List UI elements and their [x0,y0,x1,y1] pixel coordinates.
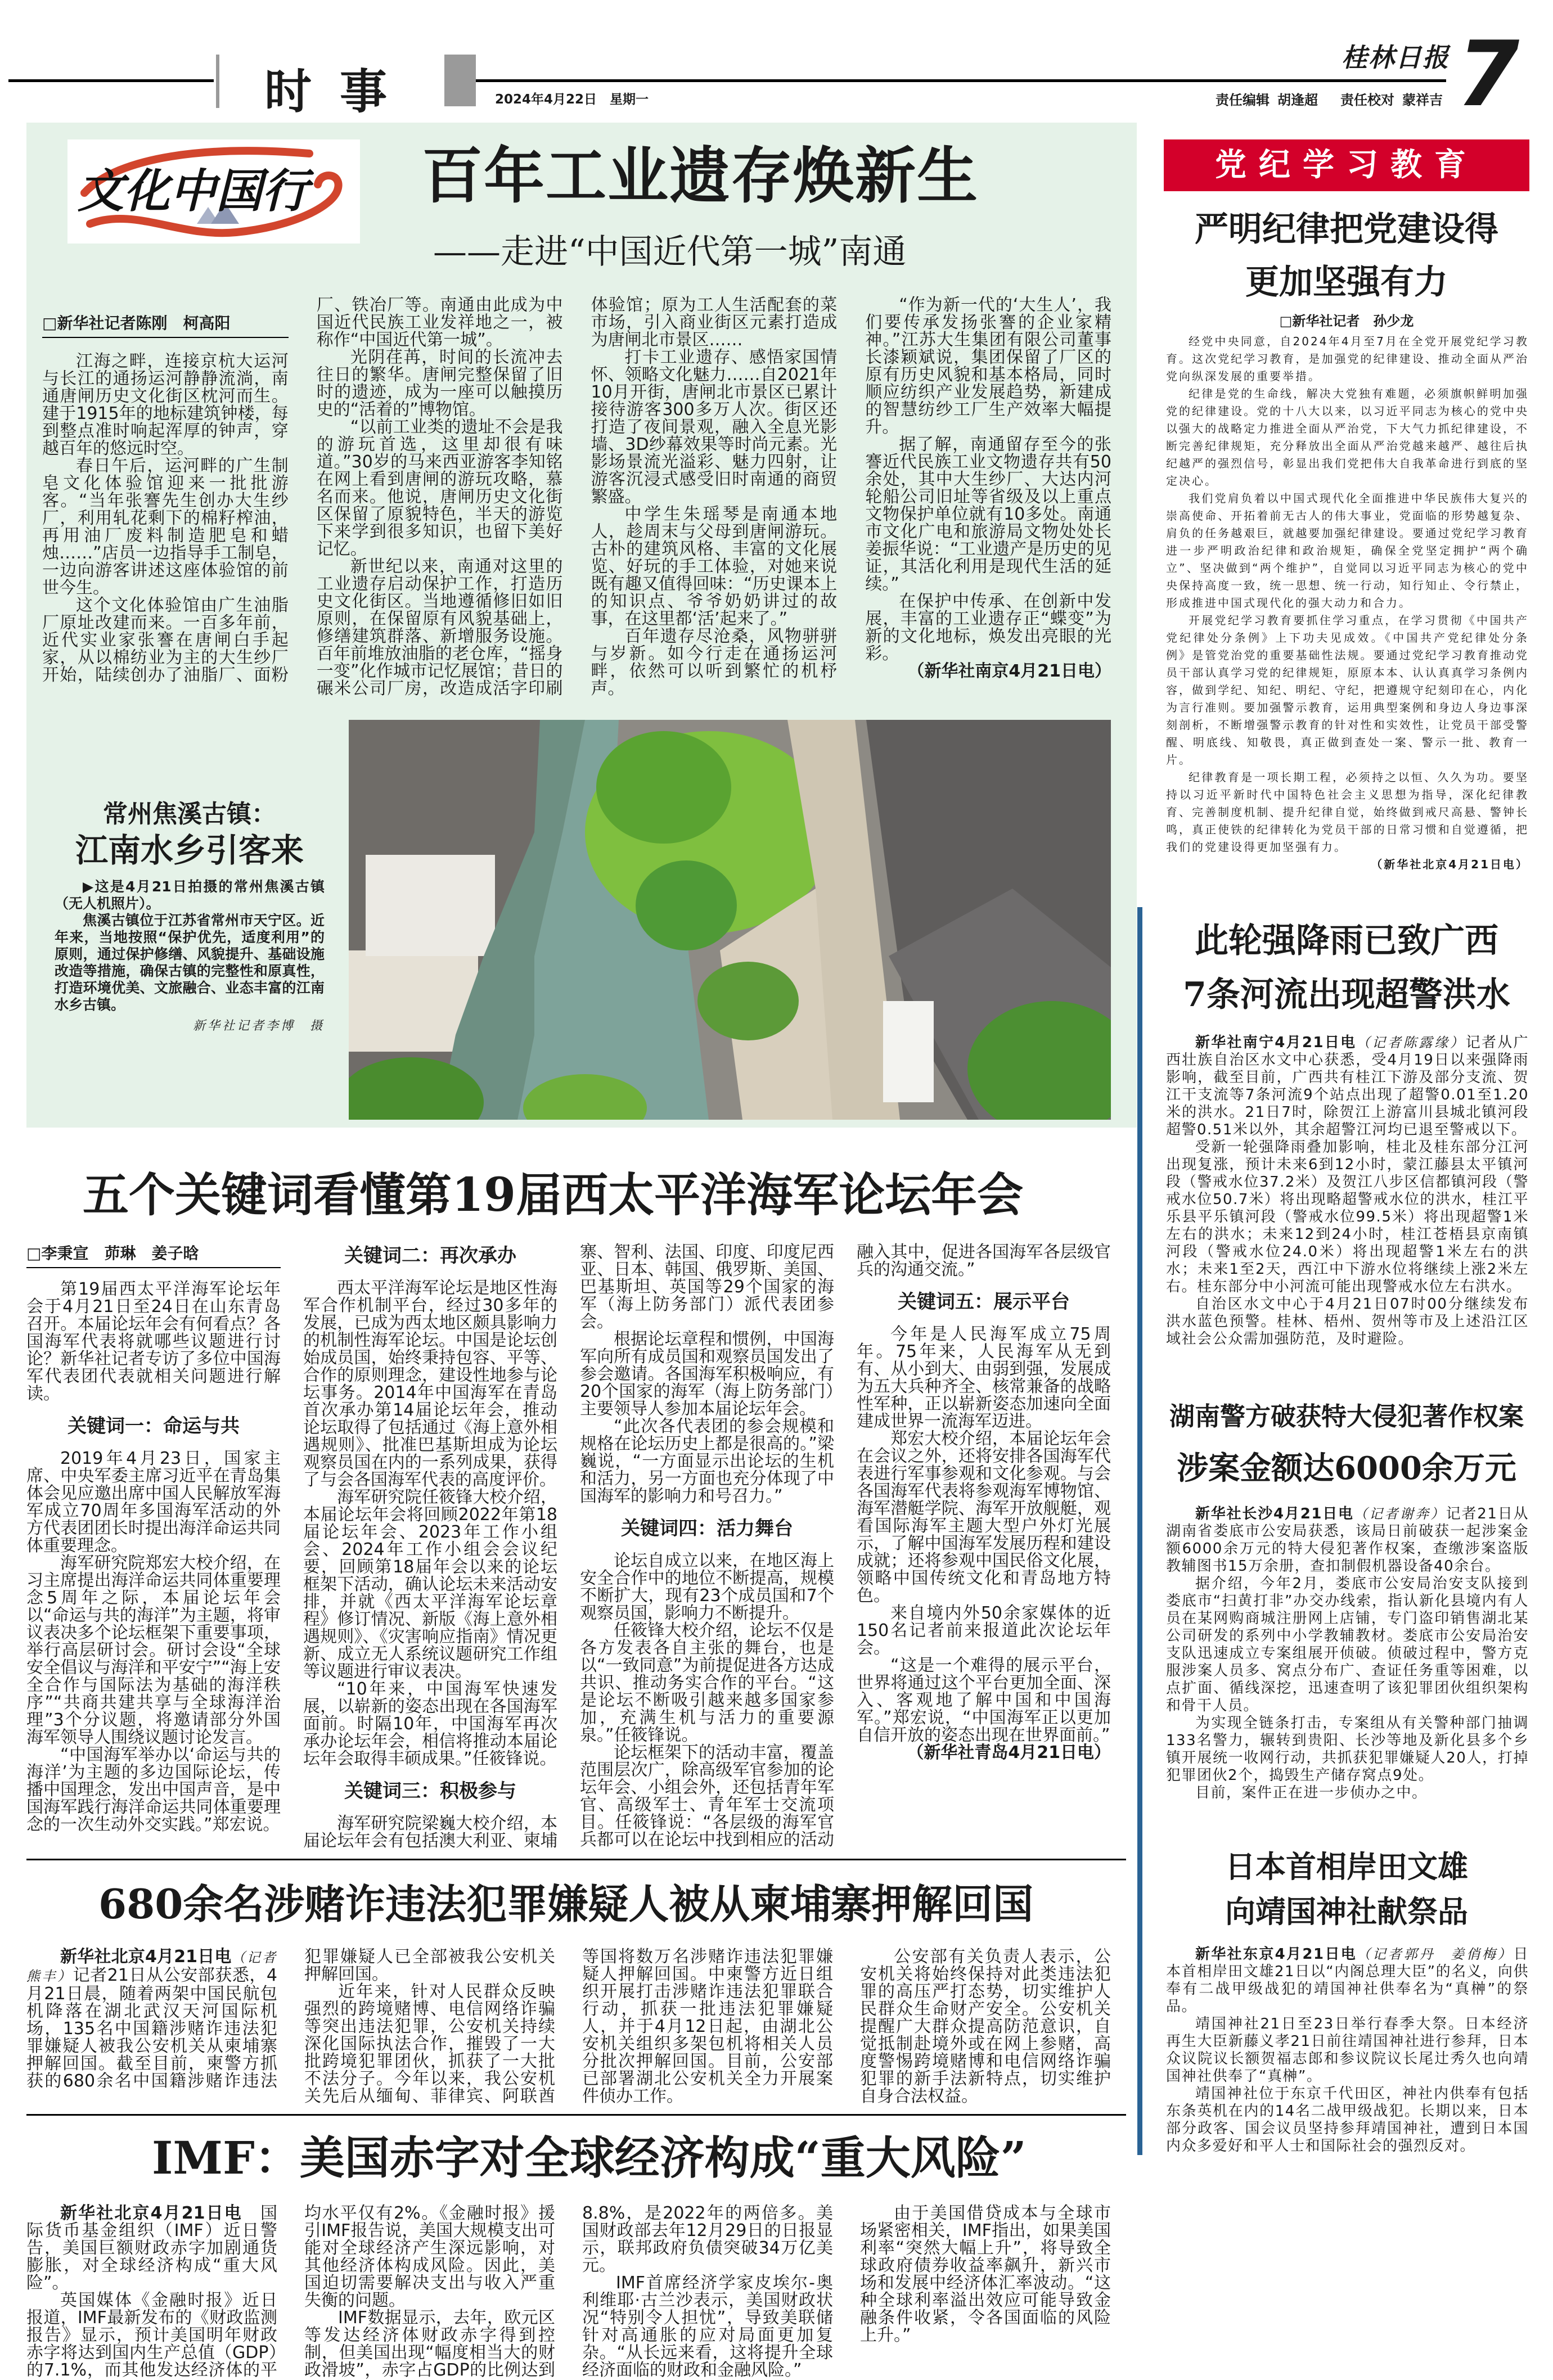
imf-article-body [26,2205,1111,2379]
paragraph [580,1622,834,1744]
copyright-section [1164,1348,1529,1802]
dateline [1166,856,1529,873]
paragraph-text: 为实现全链条打击，专案组从有关警种部门抽调133名警力，辗转到贵阳、长沙等地及新化县多个乡镇开展统一收网行动，共抓获犯罪嫌疑人20人，打掉犯罪团伙2个，捣毁生产储存窝点9处。 [1166,1715,1529,1784]
japan-headline-2: 向靖国神社献祭品 [1225,1894,1468,1930]
paragraph-text: 关键词五：展示平台 [898,1291,1070,1313]
paragraph-text: 纪律是党的生命线，解决大党独有难题，必须旗帜鲜明加强党的纪律建设。党的十八大以来，以习近平同志为核心的党中央以强大的战略定力推进全面从严治党，下大气力抓纪律建设，不断完善纪律规矩，充分释放出全面从严治党越来越严、越往后执纪越严的强烈信号，彰显出我们党把伟大自我革命进行到底的坚定决心。 [1166,387,1529,488]
paragraph [1166,490,1529,612]
right-news-column [1164,907,1529,2155]
paragraph-text: 西太平洋海军论坛是地区性海军合作机制平台，经过30多年的发展，已成为西太地区颇具影响力的机制性海军论坛。中国是论坛创始成员国，始终秉持包容、平等、合作的原则理念，建设性地参与论坛事务。2014年中国海军在青岛首次承办第14届论坛年会，推动论坛取得了包括通过《海上意外相遇规则》、批准巴基斯坦成为论坛观察员国在内的一系列成果，获得了与会各国海军代表的高度评价。 [303,1278,557,1490]
paragraph [580,1552,834,1622]
paragraph [865,593,1111,662]
photo-row [26,720,1137,1120]
paragraph-text: “这是一个难得的展示平台，世界将通过这个平台更加全面、深入、客观地了解中国和中国海军。”郑宏说，“中国海军正以更加自信开放的姿态出现在世界面前。” [857,1656,1111,1745]
paragraph-text: 春日午后，运河畔的广生制皂文化体验馆迎来一批批游客。“当年张謇先生创办大生纱厂，利用轧花剩下的棉籽榨油，再用油厂废料制造肥皂和蜡烛……”店员一边指导手工制皂，一边向游客讲述这座体验馆的前世今生。 [42,456,289,598]
section-heading [857,1290,1111,1314]
photo-credit: 新华社记者李博 摄 [192,1019,325,1033]
paragraph [1166,1575,1529,1715]
paragraph [580,1331,834,1418]
reporter-credit: （记者熊丰） [26,1950,278,1984]
column-divider-bar [1137,907,1142,2155]
paragraph [1166,2085,1529,2155]
dateline-lead: 新华社南宁4月21日电 [1195,1034,1357,1051]
paragraph-text: 由于美国借贷成本与全球市场紧密相关，IMF指出，如果美国利率“突然大幅上升”，将导致全球政府债券收益率飙升，新兴市场和发展中经济体汇率波动。“这种全球利率溢出效应可能导致金融条件收紧，令各国面临的风险上升。” [860,2203,1111,2345]
paragraph-text: 2019年4月23日，国家主席、中央军委主席习近平在青岛集体会见应邀出席中国人民解放军海军成立70周年多国海军活动的外方代表团团长时提出海洋命运共同体重要理念。 [26,1449,281,1556]
paragraph-text: 来自境内外50余家媒体的近150名记者前来报道此次论坛年会。 [857,1603,1111,1658]
navy-forum-paragraphs [26,1243,1111,1850]
paragraph-text: 海军研究院郑宏大校介绍，在习主席提出海洋命运共同体重要理念5周年之际，本届论坛年会以“命运与共的海洋”为主题，将审议表决多个论坛框架下重要事项，举行高层研讨会。研讨会设“全球安全倡议与海洋和平安宁”“海上安全合作与国际法为基础的海洋秩序”“共商共建共享与全球海洋治理”3个分议题，将邀请部分外国海军领导人围绕议题讨论发言。 [26,1553,281,1747]
paragraph-text: “作为新一代的‘大生人’，我们要传承发扬张謇的企业家精神。”江苏大生集团有限公司董事长漆颖斌说，集团保留了厂区的原有历史风貌和基本格局，同时顺应纺织产业发展趋势，新建成的智慧纺纱工厂生产效率大幅提升。 [865,295,1111,437]
paragraph [865,436,1111,593]
japan-article-body [1166,1946,1529,2155]
paragraph-text: （新华社南京4月21日电） [907,661,1111,681]
paragraph-text: 经党中央同意，自2024年4月至7月在全党开展党纪学习教育。这次党纪学习教育，是加强党的纪律建设、推动全面从严治党向纵深发展的重要举措。 [1166,335,1529,383]
flood-headline-2: 7条河流出现超警洪水 [1183,975,1510,1015]
paragraph-text: 在保护中传承、在创新中发展，丰富的工业遗存正“蝶变”为新的文化地标，焕发出亮眼的光彩。 [865,592,1111,664]
navy-forum-headline: 五个关键词看懂第19届西太平洋海军论坛年会 [83,1168,1024,1222]
paragraph [42,457,289,597]
paragraph [26,1746,281,1833]
paragraph-text: 新世纪以来，南通对这里的工业遗存启动保护工作，打造历史文化街区。当地遵循修旧如旧原则，在保留原有风貌基础上，修缮建筑群落、新增服务设施。百年前堆放油脂的老仓库，“摇身一变”化作城市记忆展馆；昔日的碾米公司厂房，改造成活字印刷体验馆；原为工人生活配套的菜市场，引入商业街区元素打造成为唐闸北市景区…… [316,295,838,698]
copyright-headline-2: 涉案金额达6000余万元 [1177,1450,1516,1487]
navy-forum-byline: □李秉宣 茆琳 姜子晗 [26,1243,281,1268]
dateline [865,662,1111,680]
paragraph [1166,2016,1529,2085]
paragraph-text: 这个文化体验馆由广生油脂厂原址改建而来。一百多年前，近代实业家张謇在唐闸白手起家，从以棉纺业为主的大生纱厂开始，陆续创办了油脂厂、面粉厂、铁冶厂等。南通由此成为中国近代民族工业发祥地之一，被称作“中国近代第一城”。 [42,295,563,685]
paragraph-text: 据了解，南通留存至今的张謇近代民族工业文物遗存共有50余处，其中大生纱厂、大达内河轮船公司旧址等省级及以上重点文物保护单位就有10多处。南通市文化广电和旅游局文物处处长姜振华说：“工业遗产是历史的见证，其活化利用是现代生活的延续。” [865,435,1111,594]
dateline-lead: 新华社北京4月21日电 [60,1947,232,1967]
reporter-credit: （记者陈露缘） [1356,1035,1466,1051]
paragraph-text: “中国海军举办以‘命运与共的海洋’为主题的多边国际论坛，传播中国理念，发出中国声音，是中国海军践行海洋命运共同体重要理念的一次生动外交实践。”郑宏说。 [26,1745,281,1834]
paragraph-text: 郑宏大校介绍，本届论坛年会在会议之外，还将安排各国海军代表进行军事参观和文化参观。与会各国海军代表将参观海军博物馆、海军潜艇学院、海军开放舰艇，观看国际海军主题大型户外灯光展示，了解中国海军发展历程和建设成就；还将参观中国民俗文化展，领略中国传统文化和青岛地方特色。 [857,1429,1111,1606]
paragraph [591,506,838,628]
paragraph [26,1450,281,1554]
dateline-lead: 新华社北京4月21日电 [60,2203,242,2223]
imf-section [26,2114,1126,2379]
paragraph [26,2205,277,2292]
paragraph [1166,612,1529,769]
paragraph [857,1326,1111,1430]
paragraph [1166,1715,1529,1784]
paragraph [860,2205,1111,2344]
paragraph-text: 靖国神社21日至23日举行春季大祭。日本经济再生大臣新藤义孝21日前往靖国神社进行参拜，日本众议院议长额贺福志郎和参议院议长尾辻秀久也向靖国神社供奉了“真榊”。 [1166,2016,1529,2085]
paragraph [1166,1505,1529,1575]
paragraph [1166,1784,1529,1802]
paragraph-text: 第19届西太平洋海军论坛年会于4月21日至24日在山东青岛召开。本届论坛年会有何看点？各国海军代表将就哪些议题进行讨论？新华社记者专访了多位中国海军代表团代表就相关问题进行解读。 [26,1279,281,1404]
photo-caption-block [55,720,325,1035]
paragraph-text: 自治区水文中心于4月21日07时00分继续发布洪水蓝色预警。桂林、梧州、贺州等市及上述沿江区域社会公众需加强防范，及时避险。 [1166,1296,1529,1347]
feature-box [26,123,1137,1128]
feature-header [26,123,1137,296]
copyright-headline-1: 湖南警方破获特大侵犯著作权案 [1169,1401,1524,1431]
paragraph-text: 记者21日从湖南省娄底市公安局获悉，该局日前破获一起涉案金额6000余万元的特大侵犯著作权案，查缴涉案盗版教辅图书15万余册，查扣制假机器设备40余台。 [1166,1505,1529,1575]
paragraph [591,628,838,697]
paragraph-text: 中学生朱瑶琴是南通本地人，趁周末与父母到唐闸游玩。古朴的建筑风格、丰富的文化展览、好玩的手工体验，对她来说既有趣又值得回味：“历史课本上的知识点、爷爷奶奶讲过的故事，在这里都‘活’起来了。” [591,504,838,629]
dateline-lead: 新华社长沙4月21日电 [1195,1505,1354,1522]
header-rule [476,79,1446,82]
fraud-headline: 680余名涉赌诈违法犯罪嫌疑人被从柬埔寨押解回国 [98,1880,1034,1928]
paragraph-text: 日本首相岸田文雄21日以“内阁总理大臣”的名义，向供奉有二战甲级战犯的靖国神社供奉名为“真榊”的祭品。 [1166,1946,1529,2015]
japan-headline-1: 日本首相岸田文雄 [1225,1849,1468,1885]
paragraph-text: 公安部有关负责人表示，公安机关将始终保持对此类违法犯罪的高压严打态势，切实维护人民群众生命财产安全。公安机关提醒广大群众提高防范意识，自觉抵制赴境外或在网上参赌，高度警惕跨境赌博和电信网络诈骗犯罪的新手法新特点，切实维护自身合法权益。 [860,1947,1111,2106]
paragraph-text: 海军研究院梁巍大校介绍，本届论坛年会有包括澳大利亚、柬埔寨、智利、法国、印度、印度尼西亚、日本、韩国、俄罗斯、美国、巴基斯坦、英国等29个国家的海军（海上防务部门）派代表团参会。 [303,1242,834,1851]
paragraph [857,1604,1111,1657]
section-heading [303,1243,557,1268]
photo-caption-body: 焦溪古镇位于江苏省常州市天宁区。近年来，当地按照“保护优先，适度利用”的原则，通过保护修缮、风貌提升、基础设施改造等措施，确保古镇的完整性和原真性，打造环境优美、文旅融合、业态丰富的江南水乡古镇。 [55,912,325,1013]
jiaoxi-town-aerial-photo [349,720,1111,1120]
paragraph [1166,385,1529,490]
flood-section [1164,907,1529,1348]
paragraph [582,2274,833,2379]
navy-forum-article-body [26,1243,1111,1850]
paragraph-text: 靖国神社位于东京千代田区，神社内供奉有包括东条英机在内的14名二战甲级战犯。长期以来，日本部分政客、国会议员坚持参拜靖国神社，遭到日本国内众多爱好和平人士和国际社会的强烈反对。 [1166,2085,1529,2154]
paragraph-text: 据介绍，今年2月，娄底市公安局治安支队接到娄底市“扫黄打非”办交办线索，指认新化县境内有人员在某网购商城注册网上店铺，专门盗印销售湖北某公司研发的系列中小学教辅教材。娄底市公安局治安支队迅速成立专案组展开侦破。侦破过程中，警方克服涉案人员多、窝点分布广、查证任务重等困难，以点扩面、循线深挖，迅速查明了该犯罪团伙组织架构和骨干人员。 [1166,1575,1529,1714]
paragraph-text: 英国媒体《金融时报》近日报道，IMF最新发布的《财政监测报告》显示，预计美国明年财政赤字将达到国内生产总值（GDP）的7.1%，而其他发达经济体的平均水平仅有2%。《金融时报》援引IMF报告说，美国大规模支出可能对全球经济产生深远影响，对其他经济体构成风险。因此，美国迫切需要解决支出与收入严重失衡的问题。 [26,2203,555,2380]
paragraph-text: 关键词二：再次承办 [344,1245,516,1267]
paragraph [26,1281,281,1403]
paragraph-text: 近年来，针对人民群众反映强烈的跨境赌博、电信网络诈骗等突出违法犯罪，公安机关持续深化国际执法合作，摧毁了一大批跨境犯罪团伙，抓获了一大批不法分子。今年以来，我公安机关先后从缅甸、菲律宾、阿联酋等国将数万名涉赌诈违法犯罪嫌疑人押解回国。中柬警方近日组织开展打击涉赌诈违法犯罪联合行动，抓获一批违法犯罪嫌疑人，并于4月12日起，由湖北公安机关组织多架包机将相关人员分批次押解回国。目前，公安部已部署湖北公安机关全力开展案件侦办工作。 [304,1947,833,2106]
newspaper-masthead: 桂林日报 [1342,42,1450,73]
right-column [1164,139,1529,2155]
main-column [26,123,1137,2379]
feature-byline: □新华社记者陈刚 柯高阳 [42,296,289,338]
paragraph-text: 受新一轮强降雨叠加影响，桂北及桂东部分江河出现复涨，预计未来6到12小时，蒙江藤县太平镇河段（警戒水位37.2米）及贺江八步区信都镇河段（警戒水位50.7米）将出现略超警戒水位的洪水，桂江平乐县平乐镇河段（警戒水位99.5米）将出现超警1米左右的洪水；未来12到24小时，桂江苍梧县京南镇河段（警戒水位24.0米）将出现超警1米左右的洪水；未来1至2天，西江中下游水位将继续上涨2米左右。桂东部分中小河流可能出现警戒水位左右洪水。 [1166,1139,1529,1295]
paragraph-text: （新华社北京4月21日电） [1371,858,1529,871]
header-divider [216,55,219,108]
feature-article-body [42,296,1111,697]
page-number: 7 [1457,21,1520,127]
japan-section [1164,1802,1529,2155]
fraud-article-body [26,1948,1111,2105]
issue-date: 2024年4月22日 星期一 [495,92,649,107]
paragraph-text: 国际货币基金组织（IMF）近日警告，美国巨额财政赤字加剧通货膨胀，对全球经济构成“重大风险”。 [26,2203,277,2293]
party-article-body [1166,333,1529,873]
paragraph-text: 关键词三：积极参与 [344,1780,516,1802]
paragraph-text: 百年遗存尽沧桑，风物骈骈与岁新。如今行走在通扬运河畔，依然可以听到繁忙的机杼声。 [591,626,838,698]
paragraph-text: 目前，案件正在进一步侦办之中。 [1195,1784,1428,1801]
header-rule-left [8,79,214,82]
paragraph-text: 记者从广西壮族自治区水文中心获悉，受4月19日以来强降雨影响，截至目前，广西共有桂江下游及部分支流、贺江干支流等7条河流9个站点出现了超警0.01至1.20米的洪水。21日7时，除贺江上游富川县城北镇河段超警0.51米以外，其余超警江河均已退至警戒以下。 [1166,1034,1529,1138]
editor-label: 责任编辑 [1216,92,1270,108]
paragraph-text: 关键词四：活力舞台 [621,1517,793,1540]
logo-lettering: 文化中国行 [78,164,308,218]
paragraph-text: 关键词一：命运与共 [67,1415,240,1437]
editor-credits [1069,89,1443,109]
paragraph [317,349,563,418]
paragraph-text: 记者21日从公安部获悉，4月21日晨，随着两架中国民航包机降落在湖北武汉天河国际机场，135名中国籍涉赌诈违法犯罪嫌疑人被我公安机关从柬埔寨押解回国。截至目前，柬警方抓获的680余名中国籍涉赌诈违法犯罪嫌疑人已全部被我公安机关押解回国。 [26,1947,555,2091]
paragraph-text: 论坛自成立以来，在地区海上安全合作中的地位不断提高，规模不断扩大，现有23个成员国和7个观察员国，影响力不断提升。 [580,1551,834,1623]
dateline [857,1744,1111,1761]
paragraph [860,1948,1111,2105]
paragraph-text: 今年是人民海军成立75周年。75年来，人民海军从无到有、从小到大、由弱到强，发展成为五大兵种齐全、核常兼备的战略性军种，正以崭新姿态加速向全面建成世界一流海军迈进。 [857,1324,1111,1431]
paragraph-text: “此次各代表团的参会规模和规格在论坛历史上都是很高的。”梁巍说，“一方面显示出论坛的生机和活力，另一方面也充分体现了中国海军的影响力和号召力。” [580,1417,834,1506]
photo-caption-lead: ▶这是4月21日拍摄的常州焦溪古镇（无人机照片）。 [55,878,325,912]
paragraph [591,349,838,506]
paragraph-text: 纪律教育是一项长期工程，必须持之以恒、久久为功。要坚持以习近平新时代中国特色社会主义思想为指导，深化纪律教育、完善制度机制、提升纪律自觉，始终做到戒尺高悬、警钟长鸣，真正使铁的纪律转化为党员干部的日常习惯和自觉遵循，把我们的党建设得更加坚强有力。 [1166,770,1529,854]
photo-headline-2: 江南水乡引客来 [75,831,304,869]
paragraph [1166,1139,1529,1296]
flood-headline-1: 此轮强降雨已致广西 [1195,921,1498,961]
paragraph-text: “10年来，中国海军快速发展，以崭新的姿态出现在各国海军面前。时隔10年，中国海军再次承办论坛年会，相信将推动本届论坛年会取得丰硕成果。”任筱锋说。 [303,1679,557,1769]
reporter-credit: （记者谢奔） [1353,1506,1446,1522]
paragraph-text: 我们党肩负着以中国式现代化全面推进中华民族伟大复兴的崇高使命、开拓着前无古人的伟大事业，党面临的形势越复杂、肩负的任务越艰巨，就越要加强纪律建设。要通过党纪学习教育进一步严明政治纪律和政治规矩，确保全党坚定拥护“两个确立”、坚决做到“两个维护”，自觉同以习近平同志为核心的党中央保持高度一致，统一思想、统一行动，知行知止、令行禁止，形成推进中国式现代化的强大动力和合力。 [1166,492,1529,610]
proofreader-name: 蒙祥吉 [1402,92,1443,108]
paragraph [42,353,289,457]
paragraph-text: （新华社青岛4月21日电） [907,1743,1111,1763]
paragraph-text: 海军研究院任筱锋大校介绍，本届论坛年会将回顾2022年第18届论坛年会、2023年工作小组会、2024年工作小组会会议纪要，回顾第18届年会以来的论坛框架下活动，确认论坛未来活动安排，并就《西太平洋海军论坛章程》修订情况、新版《海上意外相遇规则》、《灾害响应指南》情况更新、成立无人系统议题研究工作组等议题进行审议表决。 [303,1488,557,1682]
section-name: 时事 [264,64,416,119]
header-block [444,55,476,106]
fraud-section [26,1859,1126,2105]
imf-headline: IMF：美国赤字对全球经济构成“重大风险” [152,2131,1027,2184]
paragraph [303,1680,557,1768]
party-byline: □新华社记者 孙少龙 [1279,313,1414,329]
feature-paragraphs [42,296,1111,697]
paragraph-text: 开展党纪学习教育要抓住学习重点，在学习贯彻《中国共产党纪律处分条例》上下功夫见成效。《中国共产党纪律处分条例》是管党治党的重要基础性法规。要通过党纪学习教育推动党员干部认真学习党的纪律规矩，原原本本、认认真真学习条例内容，做到学纪、知纪、明纪、守纪，把遵规守纪刻印在心，内化为言行准则。要加强警示教育，运用典型案例和身边人身边事深刻剖析，不断增强警示教育的针对性和实效性，让党员干部受警醒、明底线、知敬畏，真正做到查处一案、警示一批、教育一片。 [1166,614,1529,767]
party-discipline-banner: 党纪学习教育 [1164,139,1529,191]
paragraph [580,1418,834,1505]
paragraph [303,1279,557,1489]
paragraph [1166,1296,1529,1348]
reporter-credit: （记者郭丹 姜俏梅） [1357,1946,1514,1962]
photo-headline-1: 常州焦溪古镇： [103,800,276,828]
paragraph [857,1430,1111,1604]
flood-article-body [1166,1034,1529,1348]
paragraph [1166,769,1529,856]
paragraph-text: 根据论坛章程和惯例，中国海军向所有成员国和观察员国发出了参会邀请。各国海军积极响应，有20个国家的海军（海上防务部门）主要领导人参加本届论坛年会。 [580,1329,834,1419]
feature-subheadline: ——走进“中国近代第一城”南通 [433,232,907,272]
paragraph-text: IMF数据显示，去年，欧元区等发达经济体财政赤字得到控制，但美国出现“幅度相当大的财政滑坡”，赤字占GDP的比例达到8.8%，是2022年的两倍多。美国财政部去年12月29日的日报显示，联邦政府负债突破34万亿美元。 [304,2203,833,2380]
section-heading [580,1516,834,1541]
paragraph-text: IMF首席经济学家皮埃尔-奥利维耶·古兰沙表示，美国财政状况“特别令人担忧”，导致美联储针对高通胀的应对局面更加复杂。“从长远来看，这将提升全球经济面临的财政和金融风险。” [582,2273,833,2380]
paragraph-text: 打卡工业遗存、感悟家国情怀、领略文化魅力……自2021年10月开街，唐闸北市景区已累计接待游客300多万人次。街区还打造了夜间景观，融入全息光影墙、3D纱幕效果等时尚元素。光影场景流光溢彩、魅力四射，让游客沉浸式感受旧时南通的商贸繁盛。 [591,348,838,507]
paragraph [1166,333,1529,385]
section-heading [26,1414,281,1439]
paragraph [1166,1034,1529,1139]
proof-label: 责任校对 [1340,92,1394,108]
paragraph [26,1554,281,1746]
paragraph-text: 任筱锋大校介绍，论坛不仅是各方发表各自主张的舞台，也是以“一致同意”为前提促进各方达成共识、推动务实合作的平台。“这是论坛不断吸引越来越多国家参加，充满生机与活力的重要源泉。”任筱锋说。 [580,1621,834,1745]
feature-headline: 百年工业遗存焕新生 [422,141,979,211]
section-heading [303,1779,557,1804]
party-headline-1: 严明纪律把党建设得 [1195,210,1498,249]
paragraph [1166,1946,1529,2016]
culture-china-logo [67,139,360,244]
editor-name: 胡逢超 [1277,92,1318,108]
paragraph [303,1489,557,1680]
dateline-lead: 新华社东京4月21日电 [1195,1946,1357,1963]
photo-caption [55,878,325,1013]
party-headline-2: 更加坚强有力 [1245,263,1448,302]
paragraph [317,418,563,558]
paragraph-text: “以前工业类的遗址不会是我的游玩首选，这里却很有味道。”30岁的马来西亚游客李知铭在网上看到唐闸的游玩攻略，慕名而来。他说，唐闸历史文化街区保留了原貌特色，半天的游览下来学到很多知识，也留下美好记忆。 [316,417,563,559]
paragraph-text: 江海之畔，连接京杭大运河与长江的通扬运河静静流淌，南通唐闸历史文化街区枕河而生。建于1915年的地标建筑钟楼，每到整点准时响起浑厚的钟声，穿越百年的悠远时空。 [42,351,289,458]
paragraph [865,296,1111,436]
paragraph-text: 光阴荏苒，时间的长流冲去往日的繁华。唐闸完整保留了旧时的遗迹，成为一座可以触摸历史的“活着的”博物馆。 [316,348,563,420]
copyright-article-body [1166,1505,1529,1802]
paragraph-text: 论坛框架下的活动丰富，覆盖范围层次广，除高级军官参加的论坛年会、小组会外，还包括青年军官、高级军士、青年军士交流项目。任筱锋说：“各层级的海军官兵都可以在论坛中找到相应的活动融入其中，促进各国海军各层级官兵的沟通交流。” [580,1242,1111,1850]
paragraph [857,1657,1111,1744]
